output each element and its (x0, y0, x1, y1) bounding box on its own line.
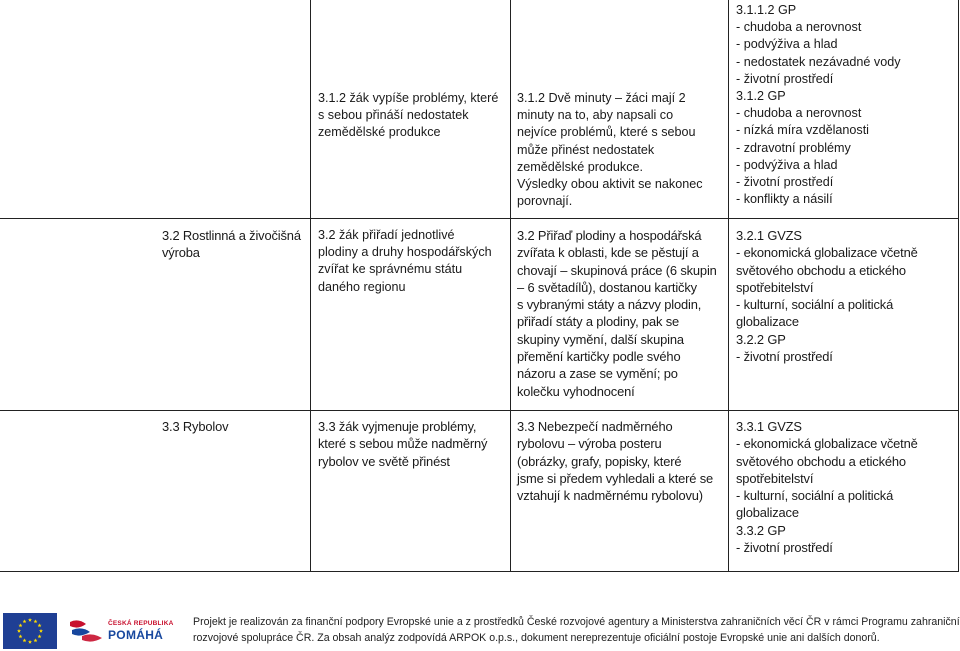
eu-star (34, 638, 38, 642)
eu-star (28, 618, 32, 622)
text-line: 3.3 žák vyjmenuje problémy, (318, 419, 477, 434)
text-line: - podvýživa a hlad (736, 157, 838, 172)
table-right-border (958, 0, 959, 572)
text-line: spotřebitelství (736, 279, 814, 295)
text-line: s sebou přináší nedostatek (318, 108, 469, 123)
text-line: - kulturní, sociální a politická (736, 297, 894, 313)
eu-star (38, 623, 42, 627)
text-line: 3.3 Nebezpečí nadměrného (517, 419, 673, 434)
text-line: světového obchodu a etického (736, 453, 906, 469)
text-line: zvířat ke správnému státu (318, 262, 463, 277)
text-line: 3.1.1.2 GP (736, 3, 797, 17)
eu-flag-icon (3, 613, 57, 649)
text-line: výroba (162, 245, 200, 261)
activity-cell (517, 227, 717, 400)
text-line: rybolov ve světě přinést (318, 453, 450, 469)
row-divider (0, 410, 959, 411)
activity-cell (517, 418, 713, 504)
text-line: které s sebou může nadměrný (318, 436, 488, 452)
text-line: - ekonomická globalizace včetně (736, 245, 918, 261)
eu-star (18, 623, 22, 627)
text-line: 3.3.1 GVZS (736, 419, 802, 434)
text-line: Výsledky obou aktivit se nakonec (517, 177, 703, 192)
column-divider (510, 0, 511, 572)
text-line: zvířata k oblasti, kde se pěstují a (517, 245, 699, 261)
czech-aid-logo (68, 616, 174, 648)
footer (0, 600, 960, 651)
text-line: nejvíce problémů, které s sebou (517, 125, 696, 140)
text-line: zemědělské produkce (318, 125, 441, 140)
text-line: porovnají. (517, 194, 573, 209)
outcome-cell (318, 227, 492, 296)
eu-star (28, 640, 32, 644)
text-line: globalizace (736, 505, 799, 521)
themes-cell (736, 418, 918, 556)
logo-text-top: ČESKÁ REPUBLIKA (108, 620, 174, 627)
text-line: 3.1.2 GP (736, 89, 786, 104)
text-line: - konflikty a násilí (736, 192, 833, 207)
topic-cell (162, 227, 301, 262)
text-line: rozvojové spolupráce ČR. Za obsah analýz zodpovídá ARPOK o.p.s., dokument nereprezentuje oficiální postoje Evropské unie ani dalších donorů. (193, 632, 880, 645)
text-line: chovají – skupinová práce (6 skupin (517, 262, 717, 278)
outcome-cell (318, 418, 487, 470)
text-line: 3.2.2 GP (736, 331, 786, 347)
text-line: zemědělské produkce. (517, 159, 644, 174)
eu-star (17, 629, 21, 633)
text-line: – 6 světadílů), dostanou kartičky (517, 279, 697, 295)
text-line: 3.2 Rostlinná a živočišná (162, 228, 301, 243)
text-line: 3.3.2 GP (736, 522, 786, 538)
czech-aid-mark-icon (68, 618, 104, 644)
text-line: - kulturní, sociální a politická (736, 488, 894, 504)
text-line: (obrázky, grafy, popisky, které (517, 453, 682, 469)
text-line: Projekt je realizován za finanční podpory Evropské unie a z prostředků České rozvojové agentury a Ministerstva zahraničních věcí ČR v rámci Programu zahraniční (193, 616, 960, 628)
text-line: - chudoba a nerovnost (736, 106, 862, 121)
text-line: názoru a zase se vymění; po (517, 366, 678, 382)
outcome-cell (318, 90, 498, 142)
text-line: - nízká míra vzdělanosti (736, 123, 869, 138)
text-line: skupiny vymění, další skupina (517, 331, 684, 347)
text-line: může přinést nedostatek (517, 142, 655, 157)
table-bottom-border (0, 571, 959, 572)
text-line: - životní prostředí (736, 175, 834, 190)
text-line: přiřadí státy a plodiny, pak se (517, 314, 680, 330)
eu-star (38, 634, 42, 638)
text-line: plodiny a druhy hospodářských (318, 245, 492, 260)
eu-star (39, 629, 43, 633)
text-line: vztahují k nadměrnému rybolovu) (517, 488, 703, 504)
text-line: 3.1.2 Dvě minuty – žáci mají 2 (517, 91, 686, 105)
themes-cell (736, 2, 901, 208)
text-line: 3.2 Přiřaď plodiny a hospodářská (517, 228, 702, 243)
topic-cell (162, 418, 228, 435)
text-line: - životní prostředí (736, 349, 833, 365)
eu-star (18, 634, 22, 638)
column-divider (310, 0, 311, 572)
eu-star (23, 619, 27, 623)
activity-cell (517, 90, 703, 210)
logo-text-bottom: POMÁHÁ (108, 628, 164, 642)
text-line: - podvýživa a hlad (736, 37, 838, 52)
column-divider (728, 0, 729, 572)
text-line: - ekonomická globalizace včetně (736, 436, 918, 452)
text-line: - životní prostředí (736, 71, 834, 86)
funding-disclaimer (193, 614, 960, 647)
text-line: 3.3 Rybolov (162, 419, 229, 434)
text-line: spotřebitelství (736, 470, 814, 486)
text-line: jsme si předem vyhledali a které se (517, 470, 714, 486)
text-line: - nedostatek nezávadné vody (736, 54, 901, 69)
text-line: minuty na to, aby napsali co (517, 108, 674, 123)
text-line: - zdravotní problémy (736, 140, 851, 155)
text-line: 3.2.1 GVZS (736, 228, 802, 243)
text-line: daného regionu (318, 279, 406, 294)
themes-cell (736, 227, 918, 365)
text-line: 3.2 žák přiřadí jednotlivé (318, 228, 455, 242)
text-line: 3.1.2 žák vypíše problémy, které (318, 91, 499, 105)
eu-star (23, 638, 27, 642)
text-line: - chudoba a nerovnost (736, 20, 862, 35)
text-line: světového obchodu a etického (736, 262, 906, 278)
text-line: rybolovu – výroba posteru (517, 436, 662, 452)
eu-star (34, 619, 38, 623)
text-line: s vybranými státy a názvy plodin, (517, 297, 702, 313)
text-line: - životní prostředí (736, 540, 833, 556)
text-line: globalizace (736, 314, 799, 330)
text-line: přemění kartičky podle svého (517, 349, 681, 365)
text-line: kolečku vyhodnocení (517, 383, 635, 399)
row-divider (0, 218, 959, 219)
